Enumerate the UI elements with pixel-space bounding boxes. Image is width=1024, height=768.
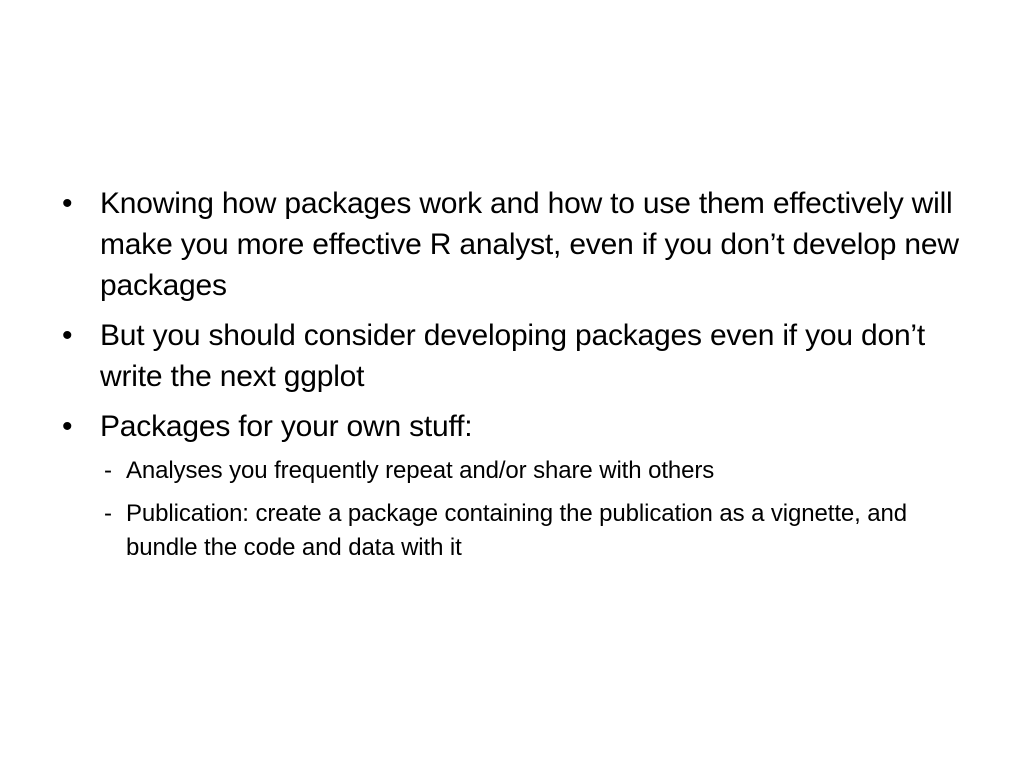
slide-body bbox=[62, 183, 972, 574]
sub-bullet-text: Analyses you frequently repeat and/or share with others bbox=[126, 457, 715, 484]
sub-bullet-item bbox=[62, 454, 972, 488]
bullet-marker: • bbox=[62, 319, 73, 352]
bullet-item bbox=[62, 406, 972, 447]
bullet-item bbox=[62, 183, 972, 306]
bullet-marker: • bbox=[62, 410, 73, 443]
bullet-text: But you should consider developing packages even if you don’t write the next ggplot bbox=[100, 319, 926, 393]
sub-bullet-marker: - bbox=[104, 500, 112, 527]
sub-bullet-marker: - bbox=[104, 457, 112, 484]
sub-bullet-item bbox=[62, 497, 972, 565]
bullet-text: Knowing how packages work and how to use them effectively will make you more effective R analyst, even if you don’t develop new packages bbox=[100, 187, 959, 302]
sub-bullet-list bbox=[62, 454, 972, 565]
bullet-marker: • bbox=[62, 187, 73, 220]
bullet-text: Packages for your own stuff: bbox=[100, 410, 473, 443]
sub-bullet-text: Publication: create a package containing the publication as a vignette, and bundle the code and data with it bbox=[126, 500, 908, 561]
bullet-item bbox=[62, 315, 972, 397]
